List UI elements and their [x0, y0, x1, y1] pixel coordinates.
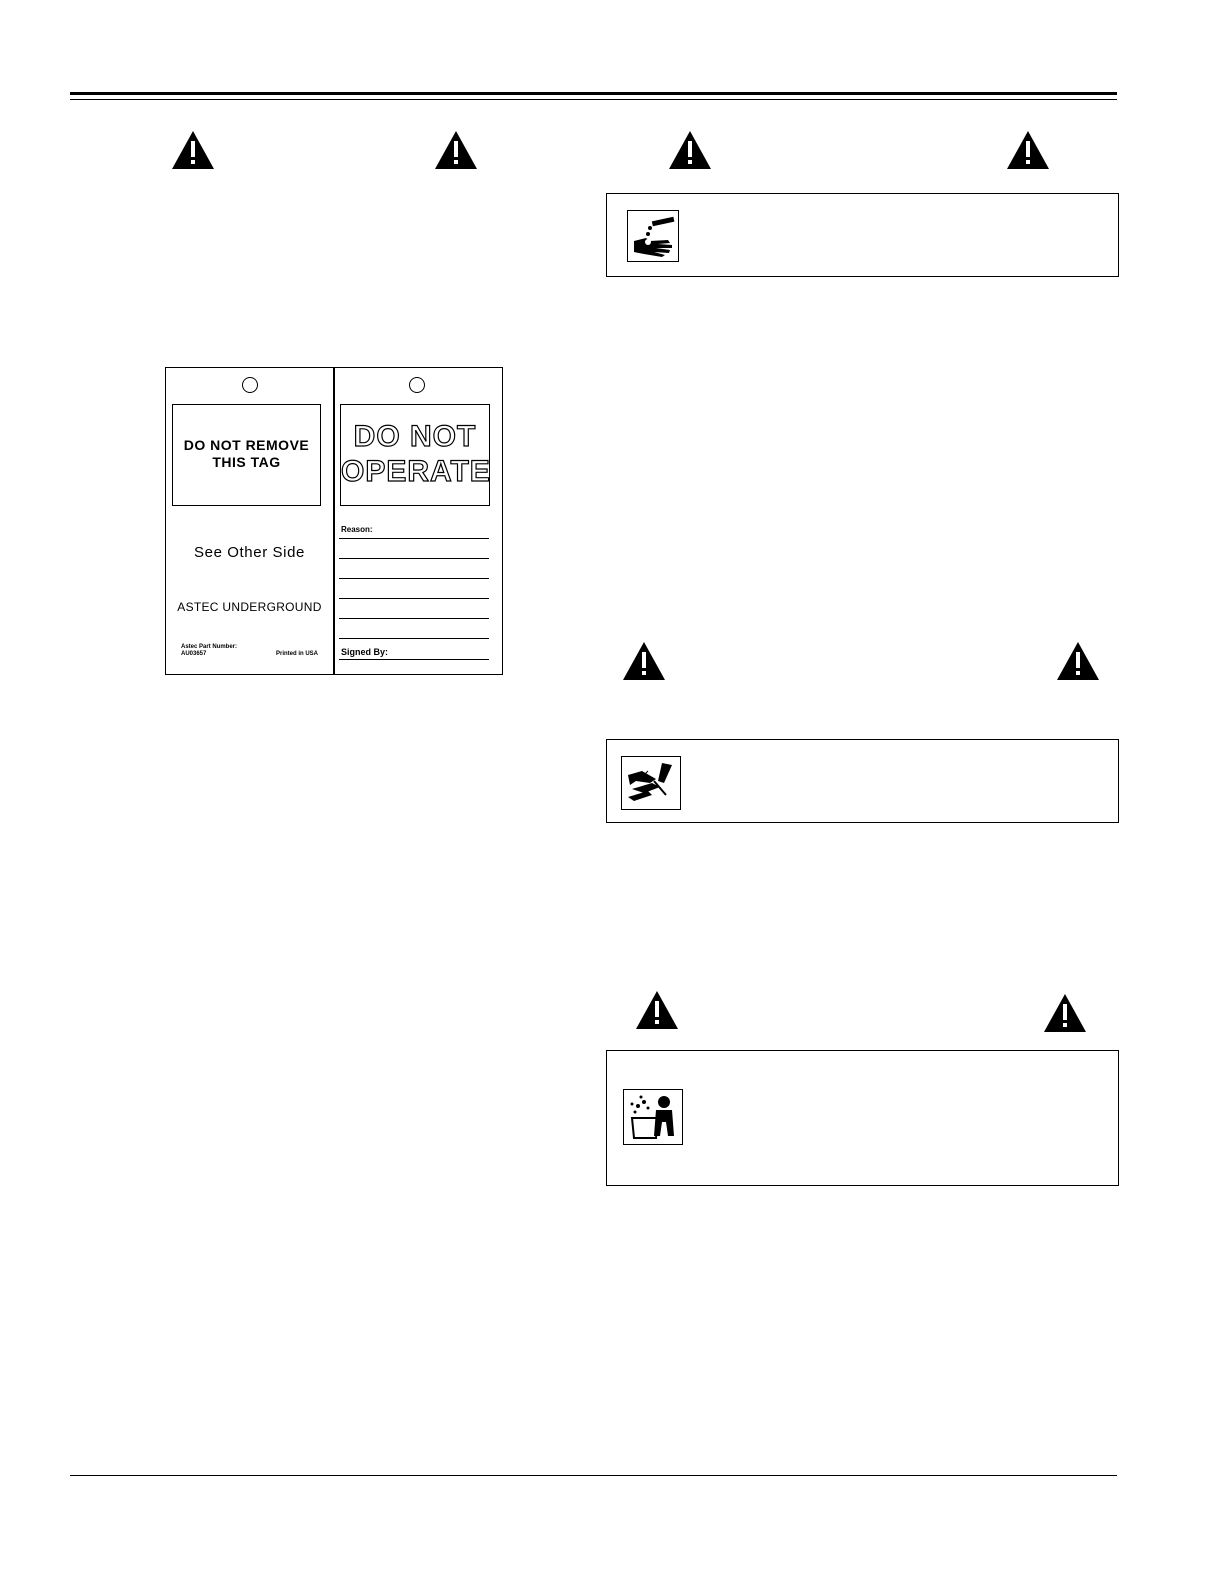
warning-triangle-icon — [635, 990, 679, 1030]
tag-printed-in: Printed in USA — [276, 651, 319, 657]
tag-reason-line — [339, 538, 489, 539]
header-rule-thin — [70, 99, 1117, 100]
battery-acid-hazard-icon — [623, 1089, 683, 1145]
tag-company-name: ASTEC UNDERGROUND — [177, 600, 322, 614]
warning-triangle-icon — [668, 130, 712, 170]
tag-reason-line — [339, 598, 489, 599]
tag-remove-line1: DO NOT REMOVE — [183, 437, 310, 453]
fluid-injection-hazard-icon — [621, 756, 681, 810]
tag-reason-label: Reason: — [341, 525, 373, 534]
tag-do-not-operate-box — [340, 404, 490, 506]
tag-remove-box — [172, 404, 321, 506]
footer-rule — [70, 1475, 1117, 1476]
tag-part-number — [181, 644, 251, 658]
tag-reason-line — [339, 638, 489, 639]
tag-signed-label: Signed By: — [341, 647, 389, 657]
warning-triangle-icon — [434, 130, 478, 170]
tag-hole — [242, 377, 258, 393]
tag-reason-line — [339, 578, 489, 579]
warning-triangle-icon — [171, 130, 215, 170]
tag-title-line1: DO NOT — [353, 420, 477, 453]
tag-remove-line2: THIS TAG — [212, 454, 281, 470]
lockout-tag-illustration — [165, 367, 503, 675]
corrosive-hazard-box — [606, 193, 1119, 277]
warning-triangle-icon — [622, 641, 666, 681]
tag-part-label: Astec Part Number: — [181, 644, 238, 650]
tag-title-line2: OPERATE — [341, 455, 491, 488]
tag-see-other-side: See Other Side — [194, 544, 305, 561]
tag-hole — [409, 377, 425, 393]
corrosive-hazard-icon — [627, 210, 679, 262]
tag-reason-line — [339, 618, 489, 619]
tag-signed-line — [339, 659, 489, 660]
battery-hazard-box — [606, 1050, 1119, 1186]
injection-hazard-box — [606, 739, 1119, 823]
header-rule-thick — [70, 92, 1117, 95]
warning-triangle-icon — [1043, 993, 1087, 1033]
tag-reason-line — [339, 558, 489, 559]
warning-triangle-icon — [1056, 641, 1100, 681]
tag-part-value: AU03657 — [181, 651, 207, 657]
tag-divider — [333, 368, 335, 674]
warning-triangle-icon — [1006, 130, 1050, 170]
